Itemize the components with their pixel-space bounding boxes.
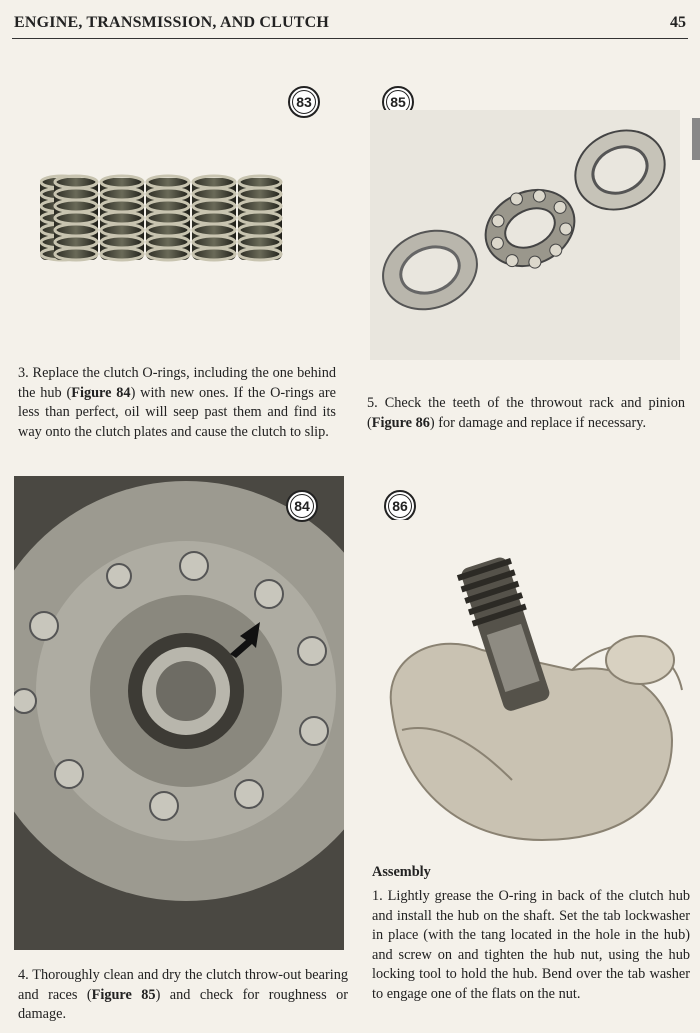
figure-83-badge — [288, 86, 320, 118]
figure-83-photo — [40, 160, 310, 280]
clutch-hub-image — [14, 476, 344, 950]
clutch-springs-image — [40, 160, 310, 280]
step-4-text-end: ) and check for roughness or damage. — [18, 986, 349, 1022]
figure-86-number: 86 — [392, 498, 408, 514]
step-5-paragraph — [367, 394, 685, 433]
figure-83-number: 83 — [296, 94, 312, 110]
figure-84-reference[interactable]: Figure 84 — [71, 384, 131, 401]
figure-86-badge — [384, 490, 416, 522]
figure-84-badge — [286, 490, 318, 522]
chapter-edge-tab — [692, 118, 700, 160]
assembly-heading: Assembly — [372, 864, 431, 880]
step-5-text-start: 5. Check the teeth of the throwout rack and pinion ( — [367, 395, 685, 431]
step-3-paragraph — [18, 364, 336, 442]
header-rule — [12, 38, 688, 39]
assembly-step-1-paragraph: 1. Lightly grease the O-ring in back of the clutch hub and install the hub on the shaft. Set the tab lockwasher in place (with the tang located in the hole in the hub) and screw on and tighten the hub nut, using the hub locking tool to hold the hub. Bend over the tab washer to engage one of the flats on the nut. — [372, 888, 690, 1002]
figure-84-photo — [14, 476, 344, 950]
figure-85-photo — [370, 110, 680, 360]
chapter-title: ENGINE, TRANSMISSION, AND CLUTCH — [14, 14, 330, 31]
page-header — [0, 0, 700, 40]
figure-86-photo — [372, 520, 692, 850]
page-number: 45 — [670, 14, 686, 31]
step-5-text-end: ) for damage and replace if necessary. — [429, 414, 647, 431]
throwout-bearing-image — [370, 110, 680, 360]
step-4-paragraph — [18, 966, 348, 1025]
step-4-text-start: 4. Thoroughly clean and dry the clutch throw-out bearing and races ( — [18, 967, 348, 1003]
figure-84-number: 84 — [294, 498, 310, 514]
step-3-text-start: 3. Replace the clutch O-rings, including the one behind the hub ( — [18, 365, 336, 401]
step-3-text-end: ) with new ones. If the O-rings are less than perfect, oil will seep past them and find its way onto the clutch plates and cause the clutch to slip. — [18, 384, 336, 440]
rack-and-pinion-image — [372, 520, 692, 850]
figure-85-number: 85 — [390, 94, 406, 110]
figure-85-reference[interactable]: Figure 85 — [91, 986, 156, 1003]
figure-86-reference[interactable]: Figure 86 — [371, 414, 430, 431]
